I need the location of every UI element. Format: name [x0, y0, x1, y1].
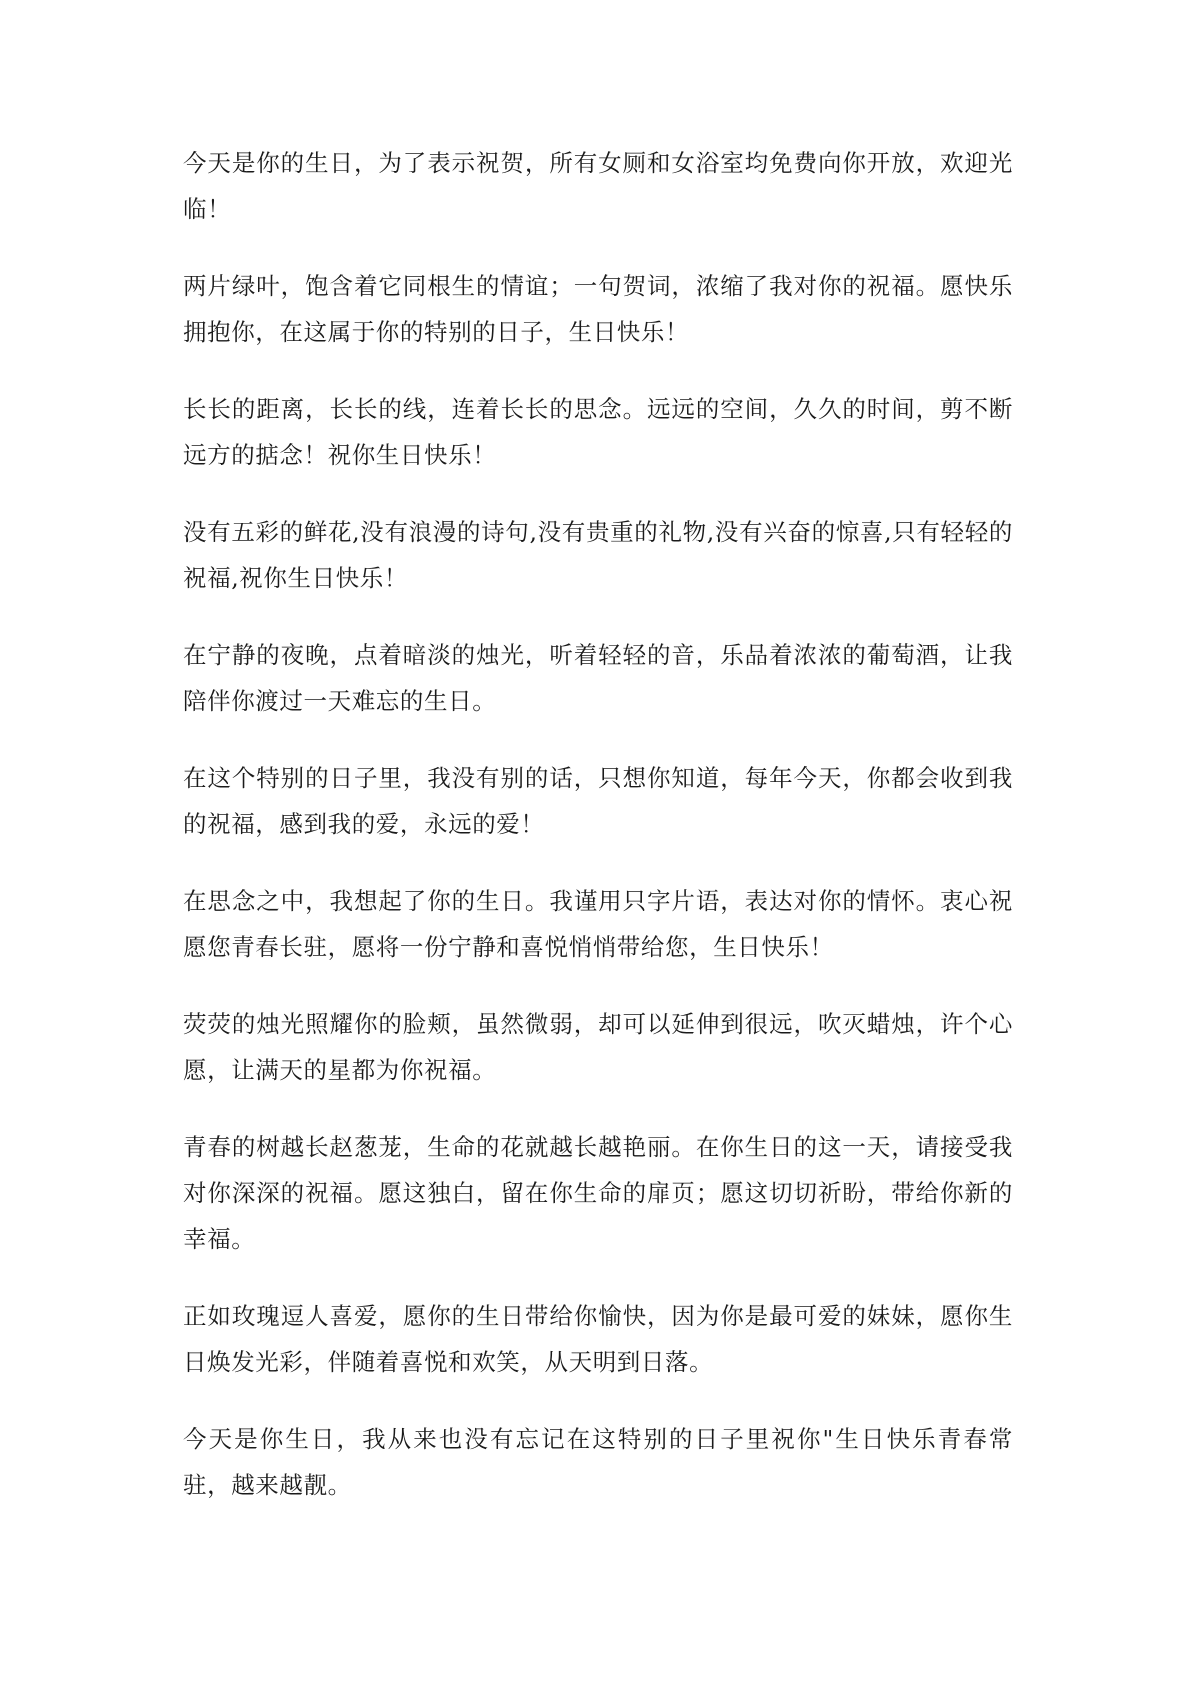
- paragraph-8: 荧荧的烛光照耀你的脸颊，虽然微弱，却可以延伸到很远，吹灭蜡烛，许个心愿，让满天的星都为你祝福。: [183, 1010, 1013, 1084]
- paragraph-5: 在宁静的夜晚，点着暗淡的烛光，听着轻轻的音，乐品着浓浓的葡萄酒，让我陪伴你渡过一天难忘的生日。: [183, 641, 1013, 715]
- paragraph-7: 在思念之中，我想起了你的生日。我谨用只字片语，表达对你的情怀。衷心祝愿您青春长驻，愿将一份宁静和喜悦悄悄带给您，生日快乐！: [183, 887, 1013, 961]
- paragraph-10: 正如玫瑰逗人喜爱，愿你的生日带给你愉快，因为你是最可爱的妹妹，愿你生日焕发光彩，伴随着喜悦和欢笑，从天明到日落。: [183, 1302, 1013, 1376]
- paragraph-1: 今天是你的生日，为了表示祝贺，所有女厕和女浴室均免费向你开放，欢迎光临！: [183, 149, 1013, 223]
- paragraph-6: 在这个特别的日子里，我没有别的话，只想你知道，每年今天，你都会收到我的祝福，感到我的爱，永远的爱！: [183, 764, 1013, 838]
- paragraph-3: 长长的距离，长长的线，连着长长的思念。远远的空间，久久的时间，剪不断远方的掂念！祝你生日快乐！: [183, 395, 1013, 469]
- paragraph-4: 没有五彩的鲜花,没有浪漫的诗句,没有贵重的礼物,没有兴奋的惊喜,只有轻轻的祝福,祝你生日快乐！: [183, 518, 1013, 592]
- paragraph-2: 两片绿叶，饱含着它同根生的情谊；一句贺词，浓缩了我对你的祝福。愿快乐拥抱你，在这属于你的特别的日子，生日快乐！: [183, 272, 1013, 346]
- document-body: [183, 140, 1013, 1539]
- paragraph-9: 青春的树越长赵葱茏，生命的花就越长越艳丽。在你生日的这一天，请接受我对你深深的祝福。愿这独白，留在你生命的扉页；愿这切切祈盼，带给你新的幸福。: [183, 1133, 1013, 1253]
- paragraph-11: 今天是你生日，我从来也没有忘记在这特别的日子里祝你"生日快乐青春常驻，越来越靓。: [183, 1425, 1013, 1499]
